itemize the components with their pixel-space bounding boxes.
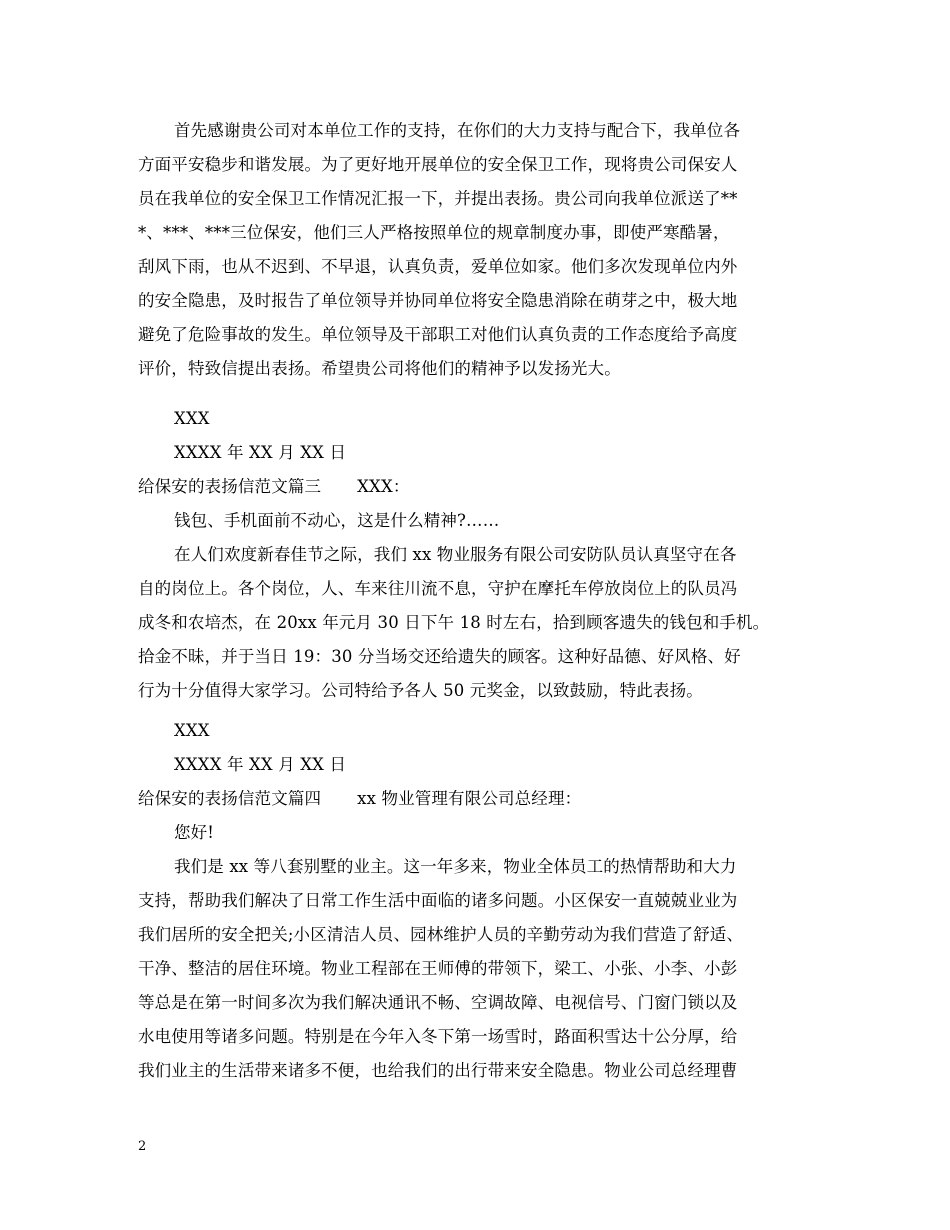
paragraph-line: 水电使用等诸多问题。特别是在今年入冬下第一场雪时，路面积雪达十公分厚，给 <box>138 1027 738 1046</box>
paragraph-line: 员在我单位的安全保卫工作情况汇报一下，并提出表扬。贵公司向我单位派送了** <box>138 189 738 208</box>
signature: XXX <box>174 721 210 740</box>
paragraph-line: 支持，帮助我们解决了日常工作生活中面临的诸多问题。小区保安一直兢兢业业为 <box>138 891 738 910</box>
page-number: 2 <box>138 1139 147 1154</box>
paragraph-line: 我们是 xx 等八套别墅的业主。这一年多来，物业全体员工的热情帮助和大力 <box>174 857 737 876</box>
paragraph-line: 评价，特致信提出表扬。希望贵公司将他们的精神予以发扬光大。 <box>138 359 621 378</box>
paragraph-line: 行为十分值得大家学习。公司特给予各人 50 元奖金，以致鼓励，特此表扬。 <box>138 681 703 700</box>
date: XXXX 年 XX 月 XX 日 <box>174 755 347 774</box>
salutation: xx 物业管理有限公司总经理： <box>357 789 582 808</box>
paragraph-line: 首先感谢贵公司对本单位工作的支持，在你们的大力支持与配合下，我单位各 <box>174 121 741 140</box>
greeting: 您好! <box>174 823 215 842</box>
paragraph-line: 自的岗位上。各个岗位，人、车来往川流不息，守护在摩托车停放岗位上的队员冯 <box>138 579 738 598</box>
salutation: XXX： <box>357 477 410 496</box>
paragraph-line: 刮风下雨，也从不迟到、不早退，认真负责，爱单位如家。他们多次发现单位内外 <box>138 257 738 276</box>
paragraph-line: 干净、整洁的居住环境。物业工程部在王师傅的带领下，梁工、小张、小李、小彭 <box>138 959 738 978</box>
section-heading: 给保安的表扬信范文篇四 <box>138 789 322 808</box>
section-heading-line <box>138 476 828 498</box>
paragraph-line: 方面平安稳步和谐发展。为了更好地开展单位的安全保卫工作，现将贵公司保安人 <box>138 155 738 174</box>
date: XXXX 年 XX 月 XX 日 <box>174 443 347 462</box>
paragraph-line: 等总是在第一时间多次为我们解决通讯不畅、空调故障、电视信号、门窗门锁以及 <box>138 993 738 1012</box>
section-heading: 给保安的表扬信范文篇三 <box>138 477 322 496</box>
section-heading-line <box>138 788 828 810</box>
paragraph-line: 我们居所的安全把关;小区清洁人员、园林维护人员的辛勤劳动为我们营造了舒适、 <box>138 925 744 944</box>
paragraph-line: 拾金不昧，并于当日 19：30 分当场交还给遗失的顾客。这种好品德、好风格、好 <box>138 647 741 666</box>
paragraph-line: *、***、***三位保安，他们三人严格按照单位的规章制度办事，即使严寒酷暑， <box>138 223 730 242</box>
paragraph-line: 我们业主的生活带来诸多不便，也给我们的出行带来安全隐患。物业公司总经理曹 <box>138 1061 738 1080</box>
paragraph-line: 避免了危险事故的发生。单位领导及干部职工对他们认真负责的工作态度给予高度 <box>138 325 738 344</box>
paragraph-line: 成冬和农培杰，在 20xx 年元月 30 日下午 18 时左右，拾到顾客遗失的钱包和手机。 <box>138 613 770 632</box>
paragraph-line: 的安全隐患，及时报告了单位领导并协同单位将安全隐患消除在萌芽之中，极大地 <box>138 291 738 310</box>
signature: XXX <box>174 409 210 428</box>
paragraph-line: 在人们欢度新春佳节之际，我们 xx 物业服务有限公司安防队员认真坚守在各 <box>174 545 737 564</box>
subtitle: 钱包、手机面前不动心，这是什么精神?…… <box>174 511 500 530</box>
